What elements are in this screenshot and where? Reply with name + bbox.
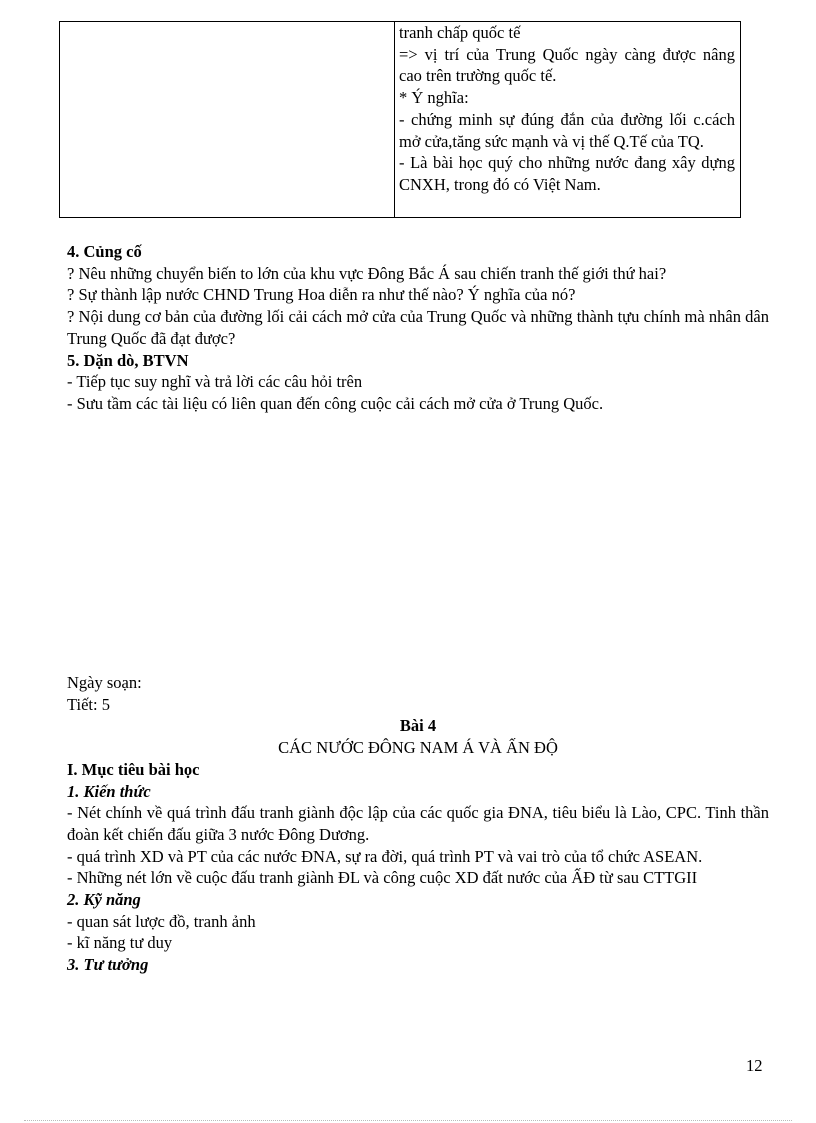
knowledge-item: - Nét chính về quá trình đấu tranh giành độc lập của các quốc gia ĐNA, tiêu biểu là Lào, CPC. Tinh thần đoàn kết chiến đấu giữa 3 nước Đông Dương. [67,803,769,844]
skill-item: - kĩ năng tư duy [67,933,173,953]
period-label: Tiết: 5 [67,694,110,714]
homework-line: - Tiếp tục suy nghĩ và trả lời các câu hỏi trên [67,372,363,392]
review-question: ? Nội dung cơ bản của đường lối cải cách mở cửa của Trung Quốc và những thành tựu chính mà nhân dân Trung Quốc đã đạt được? [67,307,769,348]
knowledge-heading: 1. Kiến thức [67,781,151,801]
homework-line: - Sưu tầm các tài liệu có liên quan đến công cuộc cải cách mở cửa ở Trung Quốc. [67,393,604,413]
review-question: ? Nêu những chuyển biến to lớn của khu vực Đông Bắc Á sau chiến tranh thế giới thứ hai? [67,263,667,283]
skill-item: - quan sát lược đồ, tranh ảnh [67,911,256,931]
table-line: => vị trí của Trung Quốc ngày càng được nâng cao trên trường quốc tế. [399,44,735,86]
table-line: - Là bài học quý cho những nước đang xây dựng CNXH, trong đó có Việt Nam. [399,153,735,194]
skills-heading: 2. Kỹ năng [67,890,141,910]
review-section [67,241,769,415]
lesson-number: Bài 4 [399,716,437,736]
page-bottom-divider [24,1120,792,1121]
lesson-section [67,672,769,976]
review-question: ? Sự thành lập nước CHND Trung Hoa diễn ra như thế nào? Ý nghĩa của nó? [67,285,576,305]
table-line: tranh chấp quốc tế [399,23,521,42]
table-line: * Ý nghĩa: [399,88,469,108]
knowledge-item: - quá trình XD và PT của các nước ĐNA, sự ra đời, quá trình PT và vai trò của tổ chức ASEAN. [67,846,703,866]
date-label: Ngày soạn: [67,673,142,692]
objectives-heading: I. Mục tiêu bài học [67,759,200,779]
lesson-title: CÁC NƯỚC ĐÔNG NAM Á VÀ ẤN ĐỘ [278,738,558,758]
homework-heading: 5. Dặn dò, BTVN [67,350,189,370]
table-left-cell [60,22,395,217]
knowledge-item: - Những nét lớn về cuộc đấu tranh giành ĐL và công cuộc XD đất nước của ẤĐ từ sau CTTGII [67,868,698,888]
table-right-cell [399,22,735,196]
table-line: - chứng minh sự đúng đắn của đường lối c.cách mở cửa,tăng sức mạnh và vị thế Q.Tế của TQ. [399,109,735,151]
content-table [59,21,741,218]
attitude-heading: 3. Tư tưởng [67,955,149,975]
review-heading: 4. Củng cố [67,242,142,261]
page-number: 12 [746,1056,763,1075]
